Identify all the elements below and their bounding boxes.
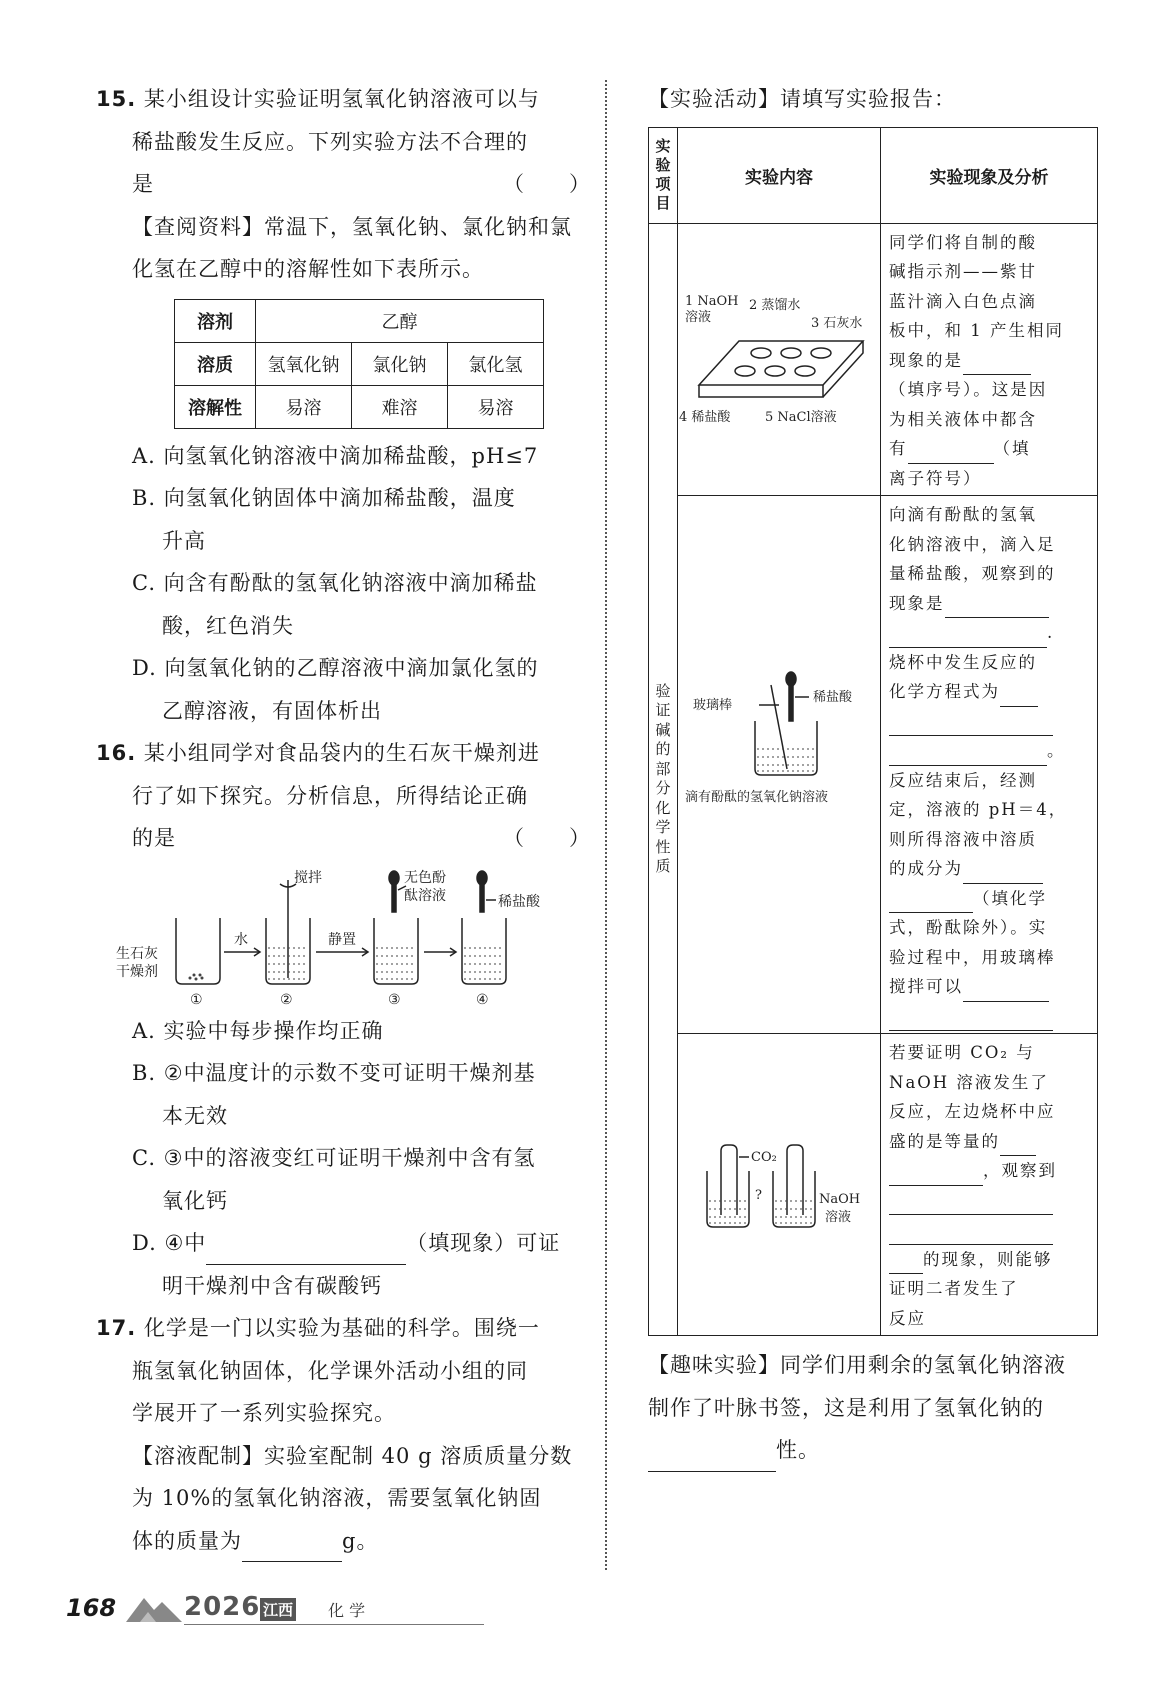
analysis-text: （填	[993, 439, 1031, 458]
step-1-label: ①	[190, 991, 203, 1008]
glass-rod-label: 玻璃棒	[693, 698, 733, 713]
step-2-label: ②	[280, 991, 293, 1008]
q16-option-c-cont: 氧化钙	[162, 1188, 228, 1213]
beaker-1	[176, 918, 220, 984]
ion-symbol-blank[interactable]	[908, 443, 994, 464]
naoh-solution-label: 溶液	[825, 1210, 852, 1225]
observation-blank-3[interactable]	[889, 1253, 923, 1274]
analysis-text-line: 板中，和 1 产生相同	[889, 321, 1064, 340]
q16-line1	[96, 732, 591, 775]
q17-line3: 学展开了一系列实验探究。	[132, 1401, 396, 1425]
col-header-analysis: 实验现象及分析	[881, 127, 1098, 223]
q16-line2: 行了如下探究。分析信息，所得结论正确	[132, 783, 528, 808]
desiccant-label-2: 干燥剂	[116, 963, 158, 980]
q16-phenomenon-blank[interactable]	[206, 1238, 406, 1265]
q17-prep-tag: 【溶液配制】	[132, 1443, 264, 1468]
analysis-text-line: 反应，左边烧杯中应	[889, 1102, 1056, 1121]
solute-cell: 氯化钠	[352, 342, 448, 385]
footer-subject: 化 学	[328, 1601, 366, 1620]
q15-line1	[96, 78, 591, 121]
q16-option-d-cont: 明干燥剂中含有碳酸钙	[162, 1273, 382, 1298]
beaker-4	[462, 918, 506, 984]
footer-underline	[184, 1624, 484, 1625]
analysis-text: 现象是	[889, 593, 945, 613]
settle-label: 静置	[328, 931, 356, 948]
property-blank[interactable]	[648, 1445, 776, 1472]
fun-text: 同学们用剩余的氢氧化钠溶液	[780, 1353, 1066, 1377]
spot-plate-cell	[678, 223, 881, 496]
q15-ref-text: 常温下，氢氧化钠、氯化钠和氯	[264, 214, 572, 239]
analysis-text: 的成分为	[889, 859, 963, 878]
analysis-text-line: 则所得溶液中溶质	[889, 829, 1037, 849]
q15-stem-text: 某小组设计实验证明氢氧化钠溶液可以与	[143, 87, 540, 111]
mountain-logo-icon	[126, 1592, 186, 1624]
co2-tube-cell	[678, 1034, 881, 1336]
q16-line3	[96, 817, 591, 860]
analysis-text-line: 反应结束后，经测	[889, 770, 1037, 790]
q15-number: 15.	[96, 87, 137, 111]
stir-purpose-blank-2[interactable]	[889, 1010, 1053, 1031]
q15-ref-tag: 【查阅资料】	[132, 214, 264, 239]
solvent-value: 乙醇	[256, 299, 544, 342]
acid-label: 稀盐酸	[498, 893, 540, 910]
beaker-caption: 滴有酚酞的氢氧化钠溶液	[685, 790, 829, 805]
activity-tag: 【实验活动】	[648, 87, 780, 111]
col-header-project: 实验项目	[649, 127, 678, 223]
footer-year: 2026	[184, 1592, 261, 1622]
q17-prep-line3	[96, 1520, 591, 1563]
analysis-text-line: （填序号）。这是因	[889, 380, 1048, 399]
equation-blank-2[interactable]	[889, 715, 1053, 736]
q15-option-a: A. 向氢氧化钠溶液中滴加稀盐酸，pH≤7	[132, 443, 539, 468]
analysis-text-line: 烧杯中发生反应的	[889, 652, 1037, 672]
page-footer	[66, 1590, 486, 1630]
sequence-blank[interactable]	[963, 354, 1031, 375]
well-5-label: 5 NaCl溶液	[765, 409, 837, 425]
analysis-text-line: 。	[889, 736, 1091, 766]
left-column	[96, 78, 591, 1562]
beaker-3	[374, 918, 418, 984]
well-4-label: 4 稀盐酸	[679, 409, 731, 425]
footer-region: 江西	[260, 1598, 296, 1621]
water-label: 水	[234, 931, 248, 948]
well-1-label: 1 NaOH	[685, 293, 739, 309]
beaker-stir-cell	[678, 496, 881, 1034]
activity-text: 请填写实验报告：	[780, 87, 956, 111]
analysis-text-line: 碱指示剂——紫甘	[889, 262, 1037, 281]
analysis-text-line	[889, 1245, 1091, 1275]
column-divider	[605, 80, 607, 1570]
solute-cell: 氢氧化钠	[256, 342, 352, 385]
analysis-text: 盛的是等量的	[889, 1131, 1000, 1151]
analysis-text-line: 同学们将自制的酸	[889, 232, 1037, 252]
analysis-text-line	[889, 1215, 1091, 1245]
q15-option-c-cont: 酸，红色消失	[162, 613, 294, 638]
q15-ref-line2: 化氢在乙醇中的溶解性如下表所示。	[132, 257, 484, 281]
q17-mass-blank[interactable]	[242, 1535, 342, 1562]
q15-option-c: C. 向含有酚酞的氢氧化钠溶液中滴加稀盐	[132, 571, 538, 595]
step-3-label: ③	[388, 991, 401, 1008]
analysis-text-line: 量稀盐酸，观察到的	[889, 564, 1056, 583]
q17-prep-line2: 为 10%的氢氧化钠溶液，需要氢氧化钠固	[132, 1486, 542, 1510]
step-4-label: ④	[476, 991, 489, 1008]
q16-option-b: B. ②中温度计的示数不变可证明干燥剂基	[132, 1061, 536, 1085]
analysis-text-line: 向滴有酚酞的氢氧	[889, 505, 1037, 524]
page-number: 168	[66, 1594, 117, 1622]
q16-option-d	[96, 1222, 591, 1265]
analysis-text: 现象的是	[889, 350, 963, 370]
q16-experiment-figure	[116, 860, 591, 1010]
analysis-text: ，观察到	[983, 1161, 1057, 1180]
analysis-text: 有	[889, 439, 908, 458]
col-header-content: 实验内容	[678, 127, 881, 223]
solubility-cell: 易溶	[256, 385, 352, 428]
row3-analysis	[881, 1034, 1098, 1336]
row2-analysis	[881, 496, 1098, 1034]
analysis-text-line: 定，溶液的 pH＝4，	[889, 800, 1068, 819]
q16-stem-end: 的是	[132, 826, 176, 850]
co2-label: CO₂	[751, 1150, 777, 1165]
q17-number: 17.	[96, 1316, 137, 1340]
indicator-label-1: 无色酚	[404, 869, 446, 886]
fun-tag: 【趣味实验】	[648, 1353, 780, 1377]
analysis-text-line	[889, 707, 1091, 737]
observation-blank[interactable]	[889, 1194, 1053, 1215]
analysis-text-line: NaOH 溶液发生了	[889, 1072, 1049, 1092]
q16-option-d-suffix: （填现象）可证	[406, 1231, 561, 1255]
solute-label: 溶质	[175, 342, 256, 385]
q17-prep-prefix: 体的质量为	[132, 1528, 242, 1553]
phenomenon-blank-2[interactable]	[889, 627, 1047, 648]
phenomenon-blank[interactable]	[945, 597, 1049, 618]
solute-blank-2[interactable]	[889, 892, 973, 913]
co2-beakers-diagram	[679, 1141, 879, 1251]
analysis-text-line: 反应	[889, 1308, 926, 1328]
analysis-text-line: .	[889, 618, 1091, 648]
q15-stem-end: 是	[132, 172, 154, 196]
equation-blank[interactable]	[1000, 686, 1038, 707]
q16-option-a: A. 实验中每步操作均正确	[132, 1018, 384, 1043]
analysis-text-line	[889, 677, 1091, 707]
analysis-text-line	[889, 884, 1091, 914]
analysis-text-line: 式，酚酞除外）。实	[889, 918, 1048, 937]
q16-option-b-cont: 本无效	[162, 1103, 228, 1128]
q17-line2: 瓶氢氧化钠固体，化学课外活动小组的同	[132, 1358, 528, 1383]
solubility-label: 溶解性	[175, 385, 256, 428]
analysis-text-line: 化钠溶液中，滴入足	[889, 534, 1056, 554]
fun-line1	[648, 1344, 1098, 1387]
phenolphthalein-beaker-diagram	[679, 665, 879, 825]
q16-answer-paren[interactable]: （ ）	[503, 826, 591, 850]
indicator-label-2: 酞溶液	[404, 887, 446, 904]
analysis-text: 搅拌可以	[889, 977, 963, 996]
substance-blank[interactable]	[1000, 1135, 1036, 1156]
q16-number: 16.	[96, 741, 137, 765]
analysis-text-line: 离子符号）	[889, 468, 982, 488]
project-cell: 验证碱的部分化学性质	[649, 223, 678, 1336]
solute-blank[interactable]	[963, 863, 1043, 884]
q15-line3	[96, 163, 591, 206]
activity-heading	[648, 78, 1098, 121]
q15-option-b-cont: 升高	[162, 528, 206, 553]
q15-option-d: D. 向氢氧化钠的乙醇溶液中滴加氯化氢的	[132, 656, 539, 680]
q15-ref-line1	[96, 206, 591, 249]
analysis-text-line	[889, 972, 1091, 1002]
q16-stem-text: 某小组同学对食品袋内的生石灰干燥剂进	[143, 741, 540, 765]
row1-analysis	[881, 223, 1098, 496]
q16-option-d-prefix: D. ④中	[132, 1231, 207, 1255]
desiccant-experiment-diagram	[116, 860, 586, 1010]
q15-answer-paren[interactable]: （ ）	[503, 172, 591, 196]
solubility-cell: 难溶	[352, 385, 448, 428]
experiment-report-table	[648, 127, 1098, 1337]
stir-purpose-blank[interactable]	[963, 981, 1049, 1002]
observation-blank-2[interactable]	[889, 1224, 1053, 1245]
analysis-text-line: 若要证明 CO₂ 与	[889, 1043, 1035, 1062]
analysis-text-line: 证明二者发生了	[889, 1279, 1019, 1298]
solute-cell: 氯化氢	[448, 342, 544, 385]
q17-prep-suffix: g。	[342, 1528, 379, 1553]
well-3-label: 3 石灰水	[811, 315, 863, 331]
q16-option-c: C. ③中的溶液变红可证明干燥剂中含有氢	[132, 1146, 536, 1170]
solubility-table	[174, 299, 544, 429]
analysis-text-line: 验过程中，用玻璃棒	[889, 947, 1056, 967]
substance-blank-2[interactable]	[889, 1165, 983, 1186]
dilute-acid-label: 稀盐酸	[813, 690, 853, 705]
analysis-text-line	[889, 1186, 1091, 1216]
solubility-cell: 易溶	[448, 385, 544, 428]
equation-blank-3[interactable]	[889, 745, 1047, 766]
well-1-sublabel: 溶液	[685, 309, 712, 325]
q17-line1	[96, 1307, 591, 1350]
analysis-text-line: 为相关液体中都含	[889, 409, 1037, 429]
right-column	[648, 78, 1098, 1472]
stir-label: 搅拌	[294, 869, 322, 886]
fun-line2: 制作了叶脉书签，这是利用了氢氧化钠的	[648, 1395, 1044, 1420]
q15-line2: 稀盐酸发生反应。下列实验方法不合理的	[132, 129, 528, 154]
analysis-text-line	[889, 346, 1091, 376]
desiccant-label-1: 生石灰	[116, 945, 158, 962]
analysis-text: 化学方程式为	[889, 682, 1000, 701]
solvent-label: 溶剂	[175, 299, 256, 342]
fun-suffix: 性。	[776, 1438, 820, 1462]
analysis-text-line	[889, 1156, 1091, 1186]
well-2-label: 2 蒸馏水	[749, 297, 801, 313]
spot-plate-diagram	[679, 285, 879, 435]
analysis-text-line	[889, 1002, 1091, 1032]
unknown-label: ?	[755, 1188, 762, 1203]
q17-prep-line1	[96, 1435, 591, 1478]
analysis-text: 的现象，则能够	[923, 1249, 1053, 1269]
q15-option-d-cont: 乙醇溶液，有固体析出	[162, 698, 382, 723]
q17-prep-text: 实验室配制 40 g 溶质质量分数	[264, 1443, 573, 1468]
analysis-text-line: 蓝汁滴入白色点滴	[889, 291, 1037, 311]
q17-stem-text: 化学是一门以实验为基础的科学。围绕一	[143, 1316, 540, 1340]
naoh-label: NaOH	[819, 1192, 861, 1207]
analysis-text-line	[889, 589, 1091, 619]
q15-option-b: B. 向氢氧化钠固体中滴加稀盐酸，温度	[132, 486, 516, 510]
analysis-text-line	[889, 434, 1091, 464]
analysis-text: （填化学	[973, 888, 1047, 908]
analysis-text-line	[889, 854, 1091, 884]
fun-line3	[648, 1429, 1098, 1472]
analysis-text-line	[889, 1127, 1091, 1157]
